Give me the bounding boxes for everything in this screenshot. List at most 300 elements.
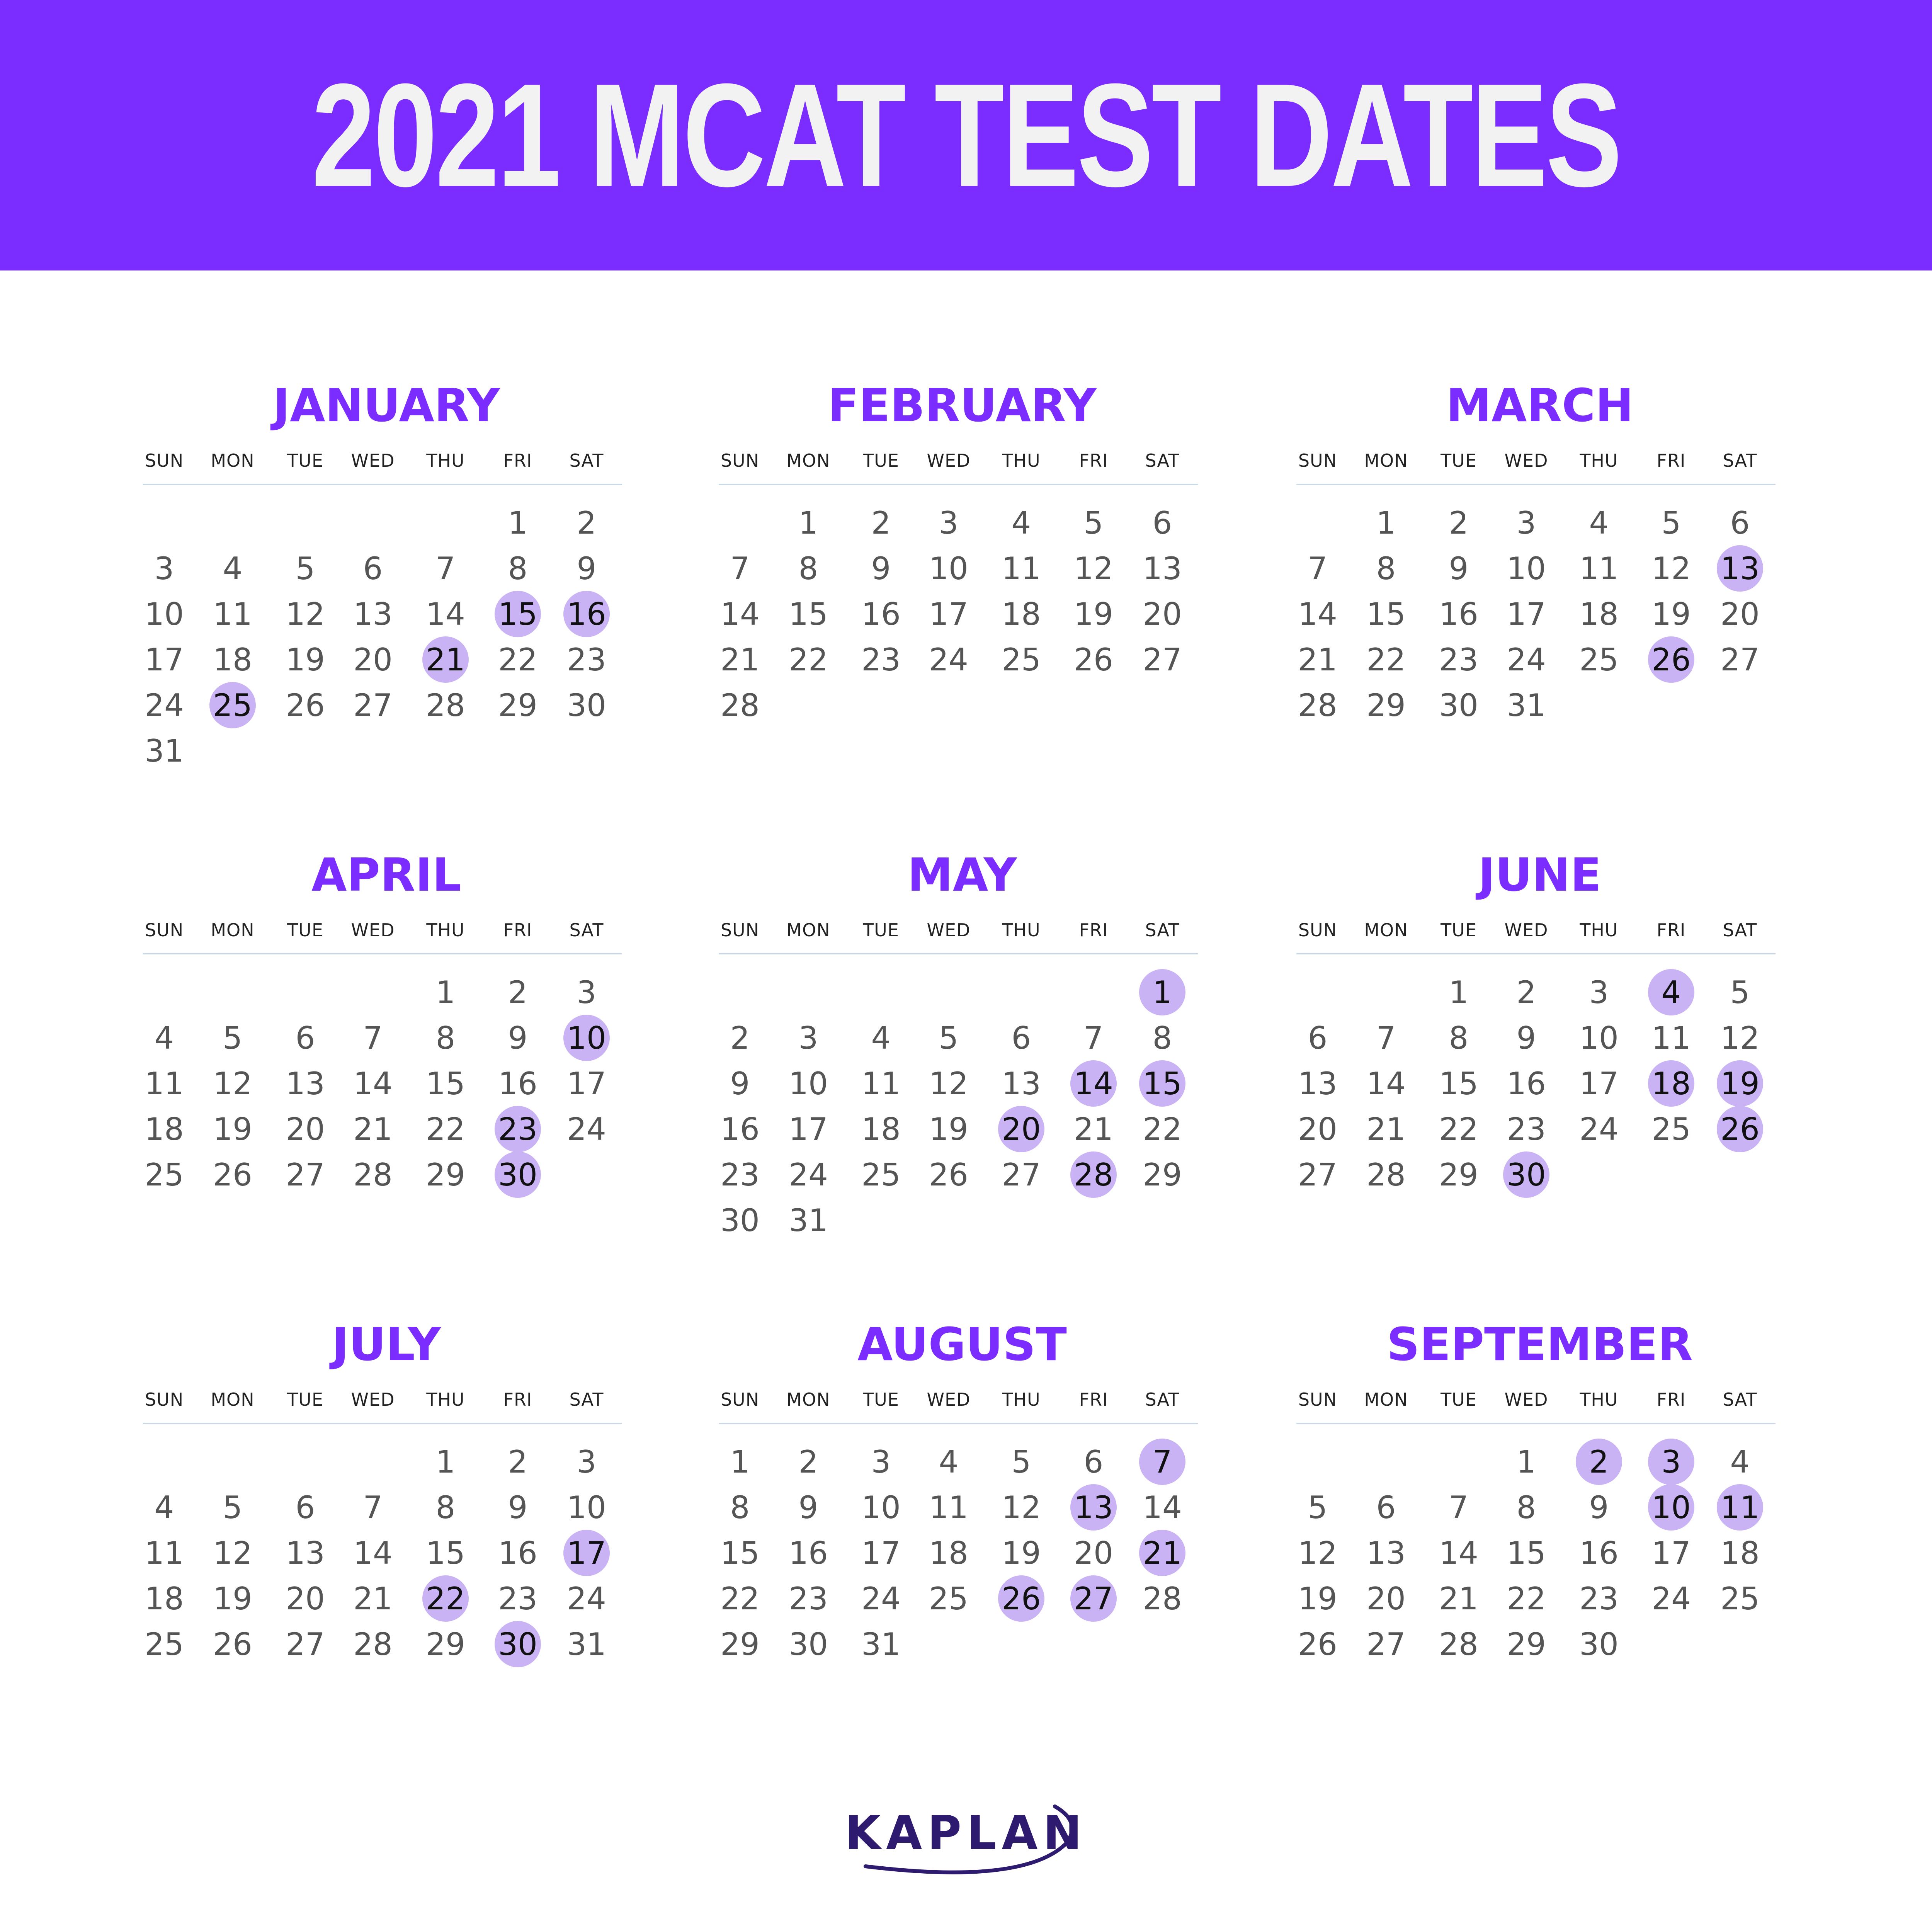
month-title: FEBRUARY <box>828 379 1097 432</box>
calendar-day: 9 <box>1516 1020 1536 1056</box>
weekday-label: SAT <box>569 1389 604 1410</box>
weekday-label: TUE <box>287 1389 323 1410</box>
calendar-day: 15 <box>426 1535 465 1571</box>
test-date: 2 <box>1576 1439 1622 1485</box>
calendar-day: 13 <box>1298 1065 1337 1102</box>
calendar-day: 9 <box>1449 550 1469 587</box>
weekday-label: TUE <box>1440 450 1477 471</box>
calendar-day: 30 <box>1439 687 1478 723</box>
month-march <box>1296 379 1814 827</box>
title-banner <box>0 0 1932 270</box>
calendar-day: 5 <box>939 1020 959 1056</box>
test-date: 21 <box>1139 1530 1185 1576</box>
weekday-label: WED <box>351 1389 395 1410</box>
weekday-label: FRI <box>1656 450 1686 471</box>
calendar-day: 9 <box>508 1020 528 1056</box>
calendar-day: 17 <box>1651 1535 1691 1571</box>
month-title: MARCH <box>1446 379 1634 432</box>
calendar-day: 23 <box>567 641 606 678</box>
weekday-label: TUE <box>863 920 899 940</box>
calendar-day: 27 <box>353 687 393 723</box>
month-title: JULY <box>332 1318 441 1371</box>
calendar-day: 9 <box>577 550 597 587</box>
weekday-label: MON <box>211 1389 255 1410</box>
header-divider <box>143 484 622 485</box>
calendar-day: 28 <box>1298 687 1337 723</box>
calendar-day: 18 <box>145 1111 184 1147</box>
weekday-label: SUN <box>1298 920 1337 940</box>
calendar-day: 26 <box>1074 641 1113 678</box>
header-divider <box>1296 1423 1776 1424</box>
calendar-day: 22 <box>426 1111 465 1147</box>
test-date: 16 <box>563 591 610 637</box>
calendar-day: 28 <box>426 687 465 723</box>
header-divider <box>1296 953 1776 954</box>
test-date: 26 <box>1648 636 1694 683</box>
weekday-label: MON <box>786 1389 830 1410</box>
calendar-day: 16 <box>498 1535 537 1571</box>
weekday-label: SAT <box>569 920 604 940</box>
header-divider <box>719 484 1198 485</box>
calendar-day: 29 <box>426 1626 465 1662</box>
calendar-day: 8 <box>798 550 818 587</box>
calendar-day: 8 <box>730 1489 750 1526</box>
calendar-day: 14 <box>720 596 760 632</box>
test-date: 1 <box>1139 969 1185 1015</box>
calendar-day: 6 <box>295 1489 315 1526</box>
calendar-day: 2 <box>508 974 528 1010</box>
calendar-day: 1 <box>1376 505 1396 541</box>
calendar-day: 21 <box>353 1580 393 1617</box>
test-date: 4 <box>1648 969 1694 1015</box>
month-title: SEPTEMBER <box>1386 1318 1693 1371</box>
month-may <box>719 848 1236 1296</box>
calendar-day: 6 <box>1152 505 1172 541</box>
test-date: 15 <box>495 591 541 637</box>
calendar-day: 12 <box>213 1535 252 1571</box>
calendar-day: 31 <box>861 1626 901 1662</box>
calendar-day: 23 <box>1439 641 1478 678</box>
calendar-day: 25 <box>861 1156 901 1193</box>
weekday-label: MON <box>211 450 255 471</box>
test-date: 26 <box>998 1575 1044 1622</box>
month-august <box>719 1318 1236 1766</box>
weekday-label: FRI <box>503 450 532 471</box>
calendar-day: 2 <box>1516 974 1536 1010</box>
calendar-day: 8 <box>1516 1489 1536 1526</box>
weekday-label: FRI <box>1079 920 1108 940</box>
calendar-day: 18 <box>929 1535 968 1571</box>
calendar-day: 14 <box>426 596 465 632</box>
test-date: 20 <box>998 1106 1044 1152</box>
calendar-day: 10 <box>929 550 968 587</box>
calendar-day: 29 <box>426 1156 465 1193</box>
calendar-day: 24 <box>1579 1111 1619 1147</box>
calendar-day: 9 <box>798 1489 818 1526</box>
calendar-day: 2 <box>730 1020 750 1056</box>
calendar-day: 4 <box>1730 1444 1750 1480</box>
calendar-day: 17 <box>1579 1065 1619 1102</box>
calendar-day: 6 <box>363 550 383 587</box>
calendar-day: 17 <box>1507 596 1546 632</box>
weekday-label: MON <box>786 920 830 940</box>
weekday-label: MON <box>1364 920 1408 940</box>
calendar-day: 7 <box>363 1489 383 1526</box>
calendar-day: 13 <box>1143 550 1182 587</box>
calendar-day: 13 <box>286 1065 325 1102</box>
weekday-label: MON <box>1364 450 1408 471</box>
calendar-day: 11 <box>1002 550 1041 587</box>
calendar-day: 13 <box>1002 1065 1041 1102</box>
calendar-day: 27 <box>1002 1156 1041 1193</box>
calendar-day: 27 <box>1366 1626 1406 1662</box>
weekday-label: SAT <box>1723 450 1757 471</box>
weekday-label: SAT <box>569 450 604 471</box>
weekday-label: TUE <box>1440 1389 1477 1410</box>
calendar-day: 25 <box>145 1626 184 1662</box>
calendar-day: 21 <box>1298 641 1337 678</box>
calendar-day: 20 <box>1298 1111 1337 1147</box>
calendar-day: 19 <box>286 641 325 678</box>
calendar-day: 19 <box>1074 596 1113 632</box>
weekday-label: MON <box>1364 1389 1408 1410</box>
header-divider <box>143 953 622 954</box>
calendar-day: 4 <box>154 1020 174 1056</box>
month-title: JUNE <box>1478 848 1602 901</box>
calendar-day: 15 <box>1439 1065 1478 1102</box>
calendar-day: 19 <box>1651 596 1691 632</box>
weekday-label: WED <box>1504 1389 1548 1410</box>
calendar-day: 8 <box>1152 1020 1172 1056</box>
calendar-day: 24 <box>861 1580 901 1617</box>
weekday-label: MON <box>211 920 255 940</box>
calendar-day: 13 <box>1366 1535 1406 1571</box>
month-july <box>143 1318 661 1766</box>
month-june <box>1296 848 1814 1296</box>
calendar-day: 28 <box>1366 1156 1406 1193</box>
weekday-label: SUN <box>145 1389 184 1410</box>
calendar-day: 14 <box>353 1535 393 1571</box>
kaplan-logo <box>0 1785 1932 1886</box>
calendar-day: 21 <box>353 1111 393 1147</box>
weekday-label: TUE <box>863 1389 899 1410</box>
calendar-day: 20 <box>1143 596 1182 632</box>
weekday-label: SAT <box>1723 1389 1757 1410</box>
weekday-label: FRI <box>1079 1389 1108 1410</box>
calendar-day: 28 <box>353 1626 393 1662</box>
weekday-label: WED <box>1504 920 1548 940</box>
calendar-day: 18 <box>1720 1535 1760 1571</box>
weekday-label: TUE <box>1440 920 1477 940</box>
calendar-day: 14 <box>353 1065 393 1102</box>
test-date: 13 <box>1717 545 1763 592</box>
calendar-day: 7 <box>435 550 456 587</box>
calendar-day: 19 <box>1298 1580 1337 1617</box>
calendar-day: 18 <box>1002 596 1041 632</box>
calendar-day: 30 <box>567 687 606 723</box>
calendar-day: 28 <box>720 687 760 723</box>
test-date: 30 <box>495 1151 541 1198</box>
calendar-day: 16 <box>498 1065 537 1102</box>
calendar-day: 24 <box>789 1156 828 1193</box>
test-date: 18 <box>1648 1060 1694 1107</box>
calendar-day: 1 <box>435 1444 456 1480</box>
calendar-day: 3 <box>577 1444 597 1480</box>
calendar-day: 12 <box>929 1065 968 1102</box>
test-date: 11 <box>1717 1484 1763 1531</box>
calendar-day: 3 <box>577 974 597 1010</box>
weekday-label: THU <box>1002 1389 1041 1410</box>
month-january <box>143 379 661 827</box>
weekday-label: WED <box>351 450 395 471</box>
calendar-day: 12 <box>1720 1020 1760 1056</box>
test-date: 23 <box>495 1106 541 1152</box>
calendar-day: 29 <box>1143 1156 1182 1193</box>
calendar-day: 7 <box>363 1020 383 1056</box>
calendar-day: 9 <box>1589 1489 1609 1526</box>
test-date: 3 <box>1648 1439 1694 1485</box>
test-date: 19 <box>1717 1060 1763 1107</box>
calendar-day: 19 <box>213 1111 252 1147</box>
calendar-day: 29 <box>1439 1156 1478 1193</box>
weekday-label: SUN <box>145 920 184 940</box>
calendar-day: 23 <box>1507 1111 1546 1147</box>
calendar-day: 16 <box>720 1111 760 1147</box>
calendar-day: 24 <box>567 1580 606 1617</box>
calendar-day: 7 <box>1083 1020 1104 1056</box>
weekday-label: THU <box>1002 920 1041 940</box>
month-september <box>1296 1318 1814 1766</box>
weekday-label: FRI <box>503 920 532 940</box>
calendar-day: 24 <box>929 641 968 678</box>
month-title: APRIL <box>311 848 461 901</box>
calendar-day: 8 <box>435 1020 456 1056</box>
calendar-day: 19 <box>1002 1535 1041 1571</box>
test-date: 7 <box>1139 1439 1185 1485</box>
calendar-day: 19 <box>213 1580 252 1617</box>
calendar-day: 28 <box>353 1156 393 1193</box>
month-title: JANUARY <box>273 379 500 432</box>
test-date: 26 <box>1717 1106 1763 1152</box>
calendar-day: 24 <box>567 1111 606 1147</box>
calendar-day: 14 <box>1143 1489 1182 1526</box>
calendar-day: 4 <box>1011 505 1031 541</box>
calendar-day: 29 <box>498 687 537 723</box>
weekday-label: THU <box>1580 1389 1618 1410</box>
calendar-day: 3 <box>154 550 174 587</box>
calendar-day: 22 <box>1143 1111 1182 1147</box>
calendar-day: 7 <box>1308 550 1328 587</box>
weekday-label: WED <box>1504 450 1548 471</box>
calendar-day: 4 <box>223 550 243 587</box>
calendar-day: 1 <box>508 505 528 541</box>
weekday-label: THU <box>426 920 465 940</box>
weekday-label: SAT <box>1145 450 1180 471</box>
calendar-day: 1 <box>730 1444 750 1480</box>
calendar-day: 4 <box>1589 505 1609 541</box>
calendar-day: 29 <box>1366 687 1406 723</box>
calendar-day: 11 <box>145 1535 184 1571</box>
weekday-label: SAT <box>1723 920 1757 940</box>
calendar-day: 25 <box>1002 641 1041 678</box>
calendar-day: 12 <box>286 596 325 632</box>
header-divider <box>719 953 1198 954</box>
month-april <box>143 848 661 1296</box>
calendar-day: 11 <box>213 596 252 632</box>
calendar-day: 23 <box>1579 1580 1619 1617</box>
calendar-day: 22 <box>498 641 537 678</box>
weekday-label: TUE <box>287 920 323 940</box>
calendar-day: 20 <box>286 1111 325 1147</box>
calendar-day: 9 <box>508 1489 528 1526</box>
calendar-day: 1 <box>1449 974 1469 1010</box>
calendar-day: 10 <box>1507 550 1546 587</box>
calendar-day: 12 <box>1074 550 1113 587</box>
calendar-day: 1 <box>435 974 456 1010</box>
calendar-day: 5 <box>1308 1489 1328 1526</box>
calendar-day: 20 <box>286 1580 325 1617</box>
calendar-day: 16 <box>789 1535 828 1571</box>
calendar-day: 6 <box>1011 1020 1031 1056</box>
calendar-day: 5 <box>1661 505 1681 541</box>
calendar-day: 12 <box>213 1065 252 1102</box>
calendar-day: 21 <box>1366 1111 1406 1147</box>
weekday-label: WED <box>927 1389 971 1410</box>
calendar-day: 23 <box>498 1580 537 1617</box>
calendar-day: 17 <box>789 1111 828 1147</box>
calendar-day: 15 <box>1507 1535 1546 1571</box>
calendar-day: 29 <box>1507 1626 1546 1662</box>
calendar-day: 14 <box>1366 1065 1406 1102</box>
calendar-day: 7 <box>1376 1020 1396 1056</box>
test-date: 27 <box>1070 1575 1117 1622</box>
calendar-day: 5 <box>295 550 315 587</box>
calendar-day: 10 <box>567 1489 606 1526</box>
page-title: 2021 MCAT TEST DATES <box>312 53 1621 217</box>
calendar-day: 3 <box>1589 974 1609 1010</box>
test-date: 10 <box>563 1015 610 1061</box>
calendar-day: 28 <box>1439 1626 1478 1662</box>
weekday-label: FRI <box>503 1389 532 1410</box>
calendar-day: 27 <box>286 1156 325 1193</box>
calendar-day: 17 <box>929 596 968 632</box>
calendar-day: 31 <box>1507 687 1546 723</box>
calendar-day: 17 <box>861 1535 901 1571</box>
calendar-day: 5 <box>1083 505 1104 541</box>
weekday-label: WED <box>927 450 971 471</box>
calendar-day: 24 <box>1507 641 1546 678</box>
test-date: 17 <box>563 1530 610 1576</box>
test-date: 30 <box>495 1621 541 1667</box>
calendar-day: 16 <box>1579 1535 1619 1571</box>
calendar-day: 9 <box>730 1065 750 1102</box>
weekday-label: FRI <box>1656 920 1686 940</box>
calendar-day: 22 <box>789 641 828 678</box>
test-date: 28 <box>1070 1151 1117 1198</box>
calendar-day: 29 <box>720 1626 760 1662</box>
calendar-day: 26 <box>213 1156 252 1193</box>
calendar-day: 18 <box>145 1580 184 1617</box>
header-divider <box>719 1423 1198 1424</box>
calendar-day: 26 <box>213 1626 252 1662</box>
calendar-day: 31 <box>145 733 184 769</box>
calendar-day: 15 <box>789 596 828 632</box>
calendar-day: 6 <box>1376 1489 1396 1526</box>
month-title: MAY <box>907 848 1017 901</box>
weekday-label: SUN <box>145 450 184 471</box>
calendar-day: 16 <box>1439 596 1478 632</box>
calendar-day: 2 <box>1449 505 1469 541</box>
calendar-day: 7 <box>1449 1489 1469 1526</box>
calendar-day: 17 <box>567 1065 606 1102</box>
calendar-day: 6 <box>1308 1020 1328 1056</box>
calendar-day: 31 <box>789 1202 828 1238</box>
calendar-day: 18 <box>861 1111 901 1147</box>
test-date: 10 <box>1648 1484 1694 1531</box>
calendar-day: 18 <box>1579 596 1619 632</box>
calendar-day: 6 <box>1083 1444 1104 1480</box>
weekday-label: THU <box>426 1389 465 1410</box>
calendar-day: 17 <box>145 641 184 678</box>
calendar-day: 15 <box>1366 596 1406 632</box>
calendar-day: 11 <box>1651 1020 1691 1056</box>
weekday-label: FRI <box>1079 450 1108 471</box>
month-title: AUGUST <box>857 1318 1067 1371</box>
calendar-day: 31 <box>567 1626 606 1662</box>
calendar-day: 3 <box>798 1020 818 1056</box>
calendar-day: 6 <box>1730 505 1750 541</box>
calendar-day: 8 <box>1449 1020 1469 1056</box>
test-date: 25 <box>209 682 256 728</box>
calendar-day: 20 <box>1074 1535 1113 1571</box>
calendar-day: 2 <box>577 505 597 541</box>
calendar-day: 22 <box>1366 641 1406 678</box>
calendar-day: 4 <box>871 1020 891 1056</box>
calendar-day: 5 <box>223 1489 243 1526</box>
test-date: 15 <box>1139 1060 1185 1107</box>
calendar-day: 2 <box>871 505 891 541</box>
test-date: 14 <box>1070 1060 1117 1107</box>
weekday-label: THU <box>1580 920 1618 940</box>
calendar-day: 4 <box>939 1444 959 1480</box>
weekday-label: SUN <box>720 920 760 940</box>
calendar-day: 26 <box>1298 1626 1337 1662</box>
calendar-day: 3 <box>871 1444 891 1480</box>
calendar-day: 14 <box>1439 1535 1478 1571</box>
calendar-day: 13 <box>353 596 393 632</box>
calendar-day: 10 <box>145 596 184 632</box>
calendar-day: 19 <box>929 1111 968 1147</box>
weekday-label: SUN <box>1298 1389 1337 1410</box>
calendar-day: 25 <box>929 1580 968 1617</box>
test-date: 21 <box>422 636 469 683</box>
calendar-day: 10 <box>789 1065 828 1102</box>
calendar-day: 8 <box>435 1489 456 1526</box>
month-february <box>719 379 1236 827</box>
calendar-day: 20 <box>353 641 393 678</box>
calendar-day: 15 <box>720 1535 760 1571</box>
calendar-day: 26 <box>286 687 325 723</box>
calendar-day: 15 <box>426 1065 465 1102</box>
calendar-day: 24 <box>1651 1580 1691 1617</box>
calendar-day: 2 <box>798 1444 818 1480</box>
calendar-day: 30 <box>789 1626 828 1662</box>
calendar-day: 23 <box>720 1156 760 1193</box>
calendar-day: 27 <box>1298 1156 1337 1193</box>
calendar-day: 3 <box>1516 505 1536 541</box>
calendar-day: 16 <box>1507 1065 1546 1102</box>
calendar-day: 7 <box>730 550 750 587</box>
